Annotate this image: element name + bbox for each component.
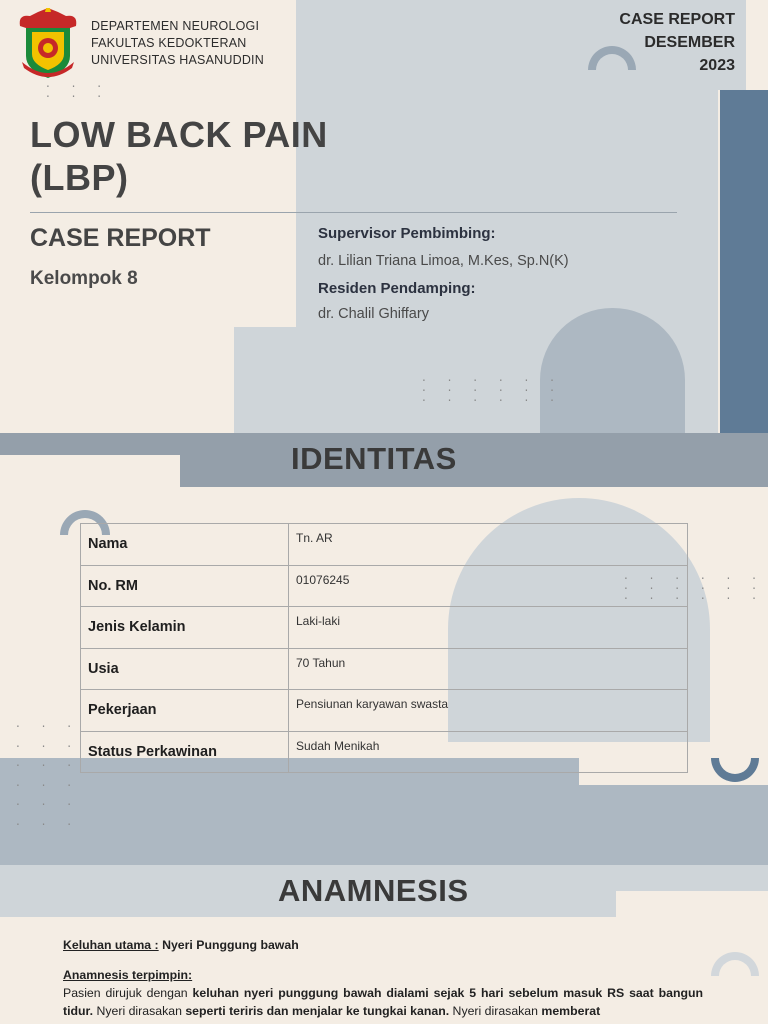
text-run: Nyeri dirasakan [93,1004,186,1018]
table-row [81,565,688,607]
page-title [30,113,328,199]
chief-complaint [63,936,703,954]
row-label: No. RM [81,565,289,607]
half-ring-bottom-right [711,758,759,782]
right-blue-column [720,90,768,433]
group-label: Kelompok 8 [30,268,138,289]
anamnesis-body [63,936,703,1020]
supervisor-label: Supervisor Pembimbing: [318,225,496,242]
chief-complaint-value: Nyeri Punggung bawah [158,938,299,952]
text-run-bold: seperti teriris dan menjalar ke tungkai kanan. [185,1004,450,1018]
row-label: Pekerjaan [81,690,289,732]
chief-complaint-label: Keluhan utama : [63,938,159,952]
guided-history-label: Anamnesis terpimpin: [63,968,193,982]
faculty-line: FAKULTAS KEDOKTERAN [91,36,247,50]
department-block [91,18,264,69]
title-divider [30,212,677,213]
row-label: Nama [81,524,289,566]
department-line: DEPARTEMEN NEUROLOGI [91,19,260,33]
dot-grid-identitas: . . . . . . . . . . . . . . . . . . [624,568,765,602]
month-label: DESEMBER [644,34,735,51]
resident-name: dr. Chalil Ghiffary [318,306,429,322]
table-row [81,690,688,732]
table-row [81,731,688,773]
text-run: Pasien dirujuk dengan [63,986,193,1000]
case-report-label: CASE REPORT [619,11,735,28]
subtitle: CASE REPORT [30,224,211,252]
lower-panel [0,758,579,865]
university-line: UNIVERSITAS HASANUDDIN [91,53,264,67]
text-run-bold: memberat [541,1004,601,1018]
case-report-date [619,8,735,77]
row-value: 70 Tahun [289,648,688,690]
row-value: Pensiunan karyawan swasta [289,690,688,732]
table-row [81,648,688,690]
anamnesis-heading: ANAMNESIS [278,873,469,908]
dot-grid-left: . . . . . . . . . . . . . . . . . . [16,716,81,828]
university-logo [16,4,80,82]
lower-panel-right [579,785,768,865]
text-run: Nyeri dirasakan [449,1004,542,1018]
anamnesis-band-right [616,865,768,891]
row-value: Tn. AR [289,524,688,566]
identitas-heading: IDENTITAS [291,441,457,476]
identitas-band-left [0,433,180,455]
row-label: Status Perkawinan [81,731,289,773]
identitas-band [180,433,768,487]
history-paragraph [63,984,703,1020]
half-ring-anamnesis [711,952,759,976]
table-row [81,607,688,649]
row-value: 01076245 [289,565,688,607]
dot-grid-top: . . . . . . [46,76,111,100]
row-label: Jenis Kelamin [81,607,289,649]
row-value: Sudah Menikah [289,731,688,773]
supervisor-name: dr. Lilian Triana Limoa, M.Kes, Sp.N(K) [318,253,569,269]
title-line-2: (LBP) [30,157,129,198]
title-line-1: LOW BACK PAIN [30,114,328,155]
text-run-bold: keluhan nyeri punggung bawah dialami sejak 5 hari sebelum masuk RS saat bangun tidur. [63,986,703,1018]
row-value: Laki-laki [289,607,688,649]
table-row [81,524,688,566]
identity-table [80,523,688,773]
row-label: Usia [81,648,289,690]
dot-grid-middle: . . . . . . . . . . . . . . . . . . [422,370,563,404]
year-label: 2023 [699,57,735,74]
resident-label: Residen Pendamping: [318,280,476,297]
mid-left-panel [234,327,304,433]
